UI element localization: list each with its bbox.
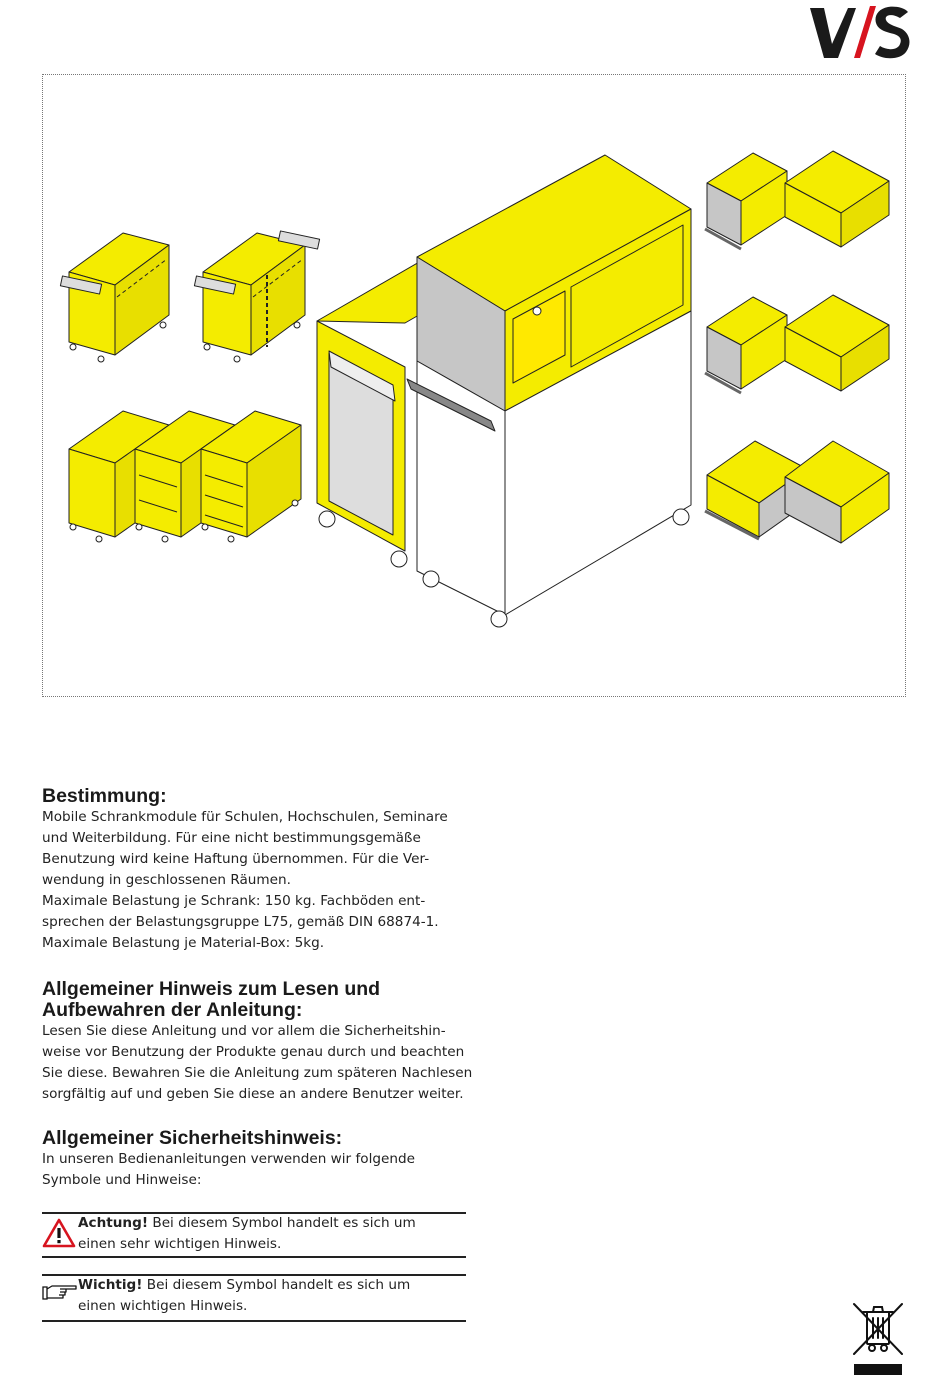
achtung-line2: einen sehr wichtigen Hinweis. xyxy=(78,1236,282,1252)
large-cabinet-front xyxy=(407,155,691,627)
heading-bestimmung: Bestimmung: xyxy=(42,785,167,807)
sicherheit-text xyxy=(42,1149,466,1191)
furniture-illustration xyxy=(43,75,905,696)
heading-line: Aufbewahren der Anleitung: xyxy=(42,999,303,1021)
text-line: sprechen der Belastungsgruppe L75, gemäß DIN 68874-1. xyxy=(42,914,439,930)
text-line: Benutzung wird keine Haftung übernommen. Für die Ver- xyxy=(42,851,430,867)
brand-logo xyxy=(808,4,914,60)
sideboard-3 xyxy=(705,441,889,543)
notice-achtung xyxy=(42,1212,466,1258)
text-line: In unseren Bedienanleitungen verwenden wir folgende xyxy=(42,1151,415,1167)
vs-logo-icon xyxy=(808,4,914,60)
text-line: Maximale Belastung je Material-Box: 5kg. xyxy=(42,935,325,951)
sideboard-1 xyxy=(705,151,889,249)
warning-triangle-icon xyxy=(42,1218,76,1252)
hinweis-lesen-text xyxy=(42,1021,473,1105)
wichtig-line-1 xyxy=(78,1275,410,1296)
section-sicherheit xyxy=(42,1128,466,1191)
achtung-line-1 xyxy=(78,1213,416,1234)
pedestals xyxy=(69,411,301,542)
product-illustration xyxy=(42,74,906,697)
text-line: Lesen Sie diese Anleitung und vor allem die Sicherheitshin- xyxy=(42,1023,446,1039)
section-hinweis-lesen xyxy=(42,978,473,1105)
pointing-hand-icon xyxy=(42,1283,78,1305)
wichtig-label: Wichtig! xyxy=(78,1277,143,1293)
text-line: und Weiterbildung. Für eine nicht bestimmungsgemäße xyxy=(42,830,421,846)
text-line: wendung in geschlossenen Räumen. xyxy=(42,872,291,888)
wichtig-line1: Bei diesem Symbol handelt es sich um xyxy=(142,1277,411,1293)
achtung-line1: Bei diesem Symbol handelt es sich um xyxy=(148,1215,416,1231)
small-cart-2 xyxy=(194,231,319,362)
text-line: Symbole und Hinweise: xyxy=(42,1172,202,1188)
crossed-out-bin-icon xyxy=(850,1302,906,1377)
text-line: Sie diese. Bewahren Sie die Anleitung zum späteren Nachlesen xyxy=(42,1065,473,1081)
text-line: weise vor Benutzung der Produkte genau durch und beachten xyxy=(42,1044,465,1060)
sideboard-2 xyxy=(705,295,889,393)
wichtig-line2: einen wichtigen Hinweis. xyxy=(78,1298,248,1314)
small-cart-1 xyxy=(60,233,169,362)
achtung-text xyxy=(78,1213,416,1255)
achtung-label: Achtung! xyxy=(78,1215,149,1231)
text-line: sorgfältig auf und geben Sie diese an andere Benutzer weiter. xyxy=(42,1086,464,1102)
section-bestimmung xyxy=(42,786,466,954)
text-line: Mobile Schrankmodule für Schulen, Hochschulen, Seminare xyxy=(42,809,448,825)
divider xyxy=(42,1256,466,1258)
notice-wichtig xyxy=(42,1274,466,1322)
wichtig-text xyxy=(78,1275,410,1317)
heading-hinweis-lesen xyxy=(42,979,466,1021)
heading-sicherheit: Allgemeiner Sicherheitshinweis: xyxy=(42,1127,343,1149)
divider xyxy=(42,1320,466,1322)
bestimmung-text xyxy=(42,807,466,954)
heading-line: Allgemeiner Hinweis zum Lesen und xyxy=(42,978,381,1000)
text-line: Maximale Belastung je Schrank: 150 kg. Fachböden ent- xyxy=(42,893,426,909)
